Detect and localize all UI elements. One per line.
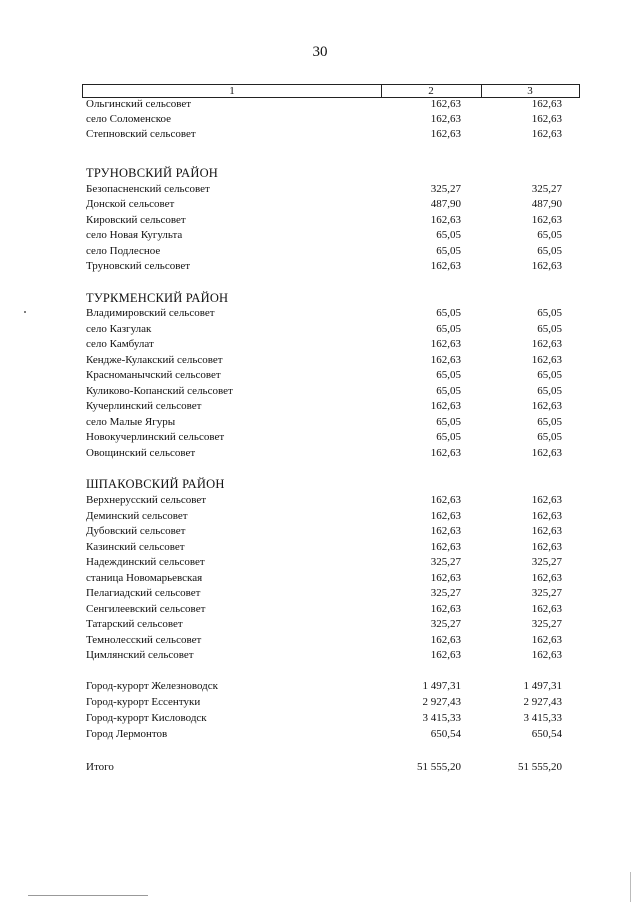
row-name: село Соломенское [86, 113, 172, 125]
row-name: Кендже-Кулакский сельсовет [86, 354, 223, 366]
row-value-col2: 65,05 [436, 431, 461, 443]
row-value-col3: 325,27 [531, 183, 562, 195]
table-row [0, 616, 640, 632]
row-value-col3: 162,63 [531, 260, 562, 272]
row-name: Цимлянский сельсовет [86, 649, 194, 661]
row-value-col2: 162,63 [430, 541, 461, 553]
table-row [0, 227, 640, 243]
row-value-col3: 487,90 [531, 198, 562, 210]
row-value-col3: 65,05 [537, 416, 562, 428]
row-value-col3: 1 497,31 [523, 680, 562, 692]
row-value-col2: 162,63 [430, 214, 461, 226]
row-value-col3: 162,63 [531, 510, 562, 522]
table-row [0, 570, 640, 586]
row-value-col2: 162,63 [430, 494, 461, 506]
row-name: село Подлесное [86, 245, 161, 257]
row-name: село Новая Кугульта [86, 229, 183, 241]
table-row [0, 367, 640, 383]
row-name: Итого [86, 761, 114, 773]
district-heading [0, 165, 640, 181]
row-value-col2: 162,63 [430, 510, 461, 522]
row-name: Город-курорт Железноводск [86, 680, 218, 692]
row-value-col3: 51 555,20 [518, 761, 562, 773]
table-row [0, 414, 640, 430]
row-value-col2: 650,54 [430, 728, 461, 740]
row-name: Надеждинский сельсовет [86, 556, 205, 568]
row-name: Донской сельсовет [86, 198, 175, 210]
row-value-col2: 65,05 [436, 369, 461, 381]
row-value-col2: 162,63 [430, 338, 461, 350]
row-value-col2: 325,27 [430, 556, 461, 568]
district-heading [0, 476, 640, 492]
table-row [0, 554, 640, 570]
row-value-col3: 65,05 [537, 229, 562, 241]
district-heading [0, 290, 640, 306]
table-row [0, 647, 640, 663]
table-row [0, 508, 640, 524]
table-row [0, 383, 640, 399]
row-value-col3: 162,63 [531, 649, 562, 661]
row-value-col2: 65,05 [436, 323, 461, 335]
row-value-col3: 162,63 [531, 128, 562, 140]
row-value-col3: 65,05 [537, 385, 562, 397]
edge-mark [630, 872, 631, 902]
row-name: Кучерлинский сельсовет [86, 400, 202, 412]
row-name: Куликово-Копанский сельсовет [86, 385, 233, 397]
row-value-col2: 325,27 [430, 183, 461, 195]
table-row [0, 601, 640, 617]
row-name: станица Новомарьевская [86, 572, 203, 584]
table-row [0, 258, 640, 274]
row-value-col2: 162,63 [430, 98, 461, 110]
row-name: Степновский сельсовет [86, 128, 196, 140]
row-name: Сенгилеевский сельсовет [86, 603, 206, 615]
table-row [0, 726, 640, 742]
table-row [0, 352, 640, 368]
table-row [0, 632, 640, 648]
row-name: село Казгулак [86, 323, 152, 335]
row-value-col2: 162,63 [430, 634, 461, 646]
row-name: Темнолесский сельсовет [86, 634, 202, 646]
row-value-col2: 162,63 [430, 649, 461, 661]
row-value-col3: 65,05 [537, 245, 562, 257]
table-row [0, 585, 640, 601]
table-row [0, 96, 640, 112]
row-name: Владимировский сельсовет [86, 307, 215, 319]
table-row [0, 398, 640, 414]
row-value-col2: 162,63 [430, 354, 461, 366]
row-value-col3: 162,63 [531, 572, 562, 584]
row-value-col3: 3 415,33 [523, 712, 562, 724]
row-value-col3: 162,63 [531, 98, 562, 110]
margin-dot [24, 311, 26, 313]
total-row [0, 759, 640, 775]
table-row [0, 492, 640, 508]
row-name: Дубовский сельсовет [86, 525, 186, 537]
row-value-col3: 162,63 [531, 447, 562, 459]
row-value-col3: 162,63 [531, 541, 562, 553]
row-name: Овощинский сельсовет [86, 447, 196, 459]
row-value-col2: 162,63 [430, 603, 461, 615]
header-col-3: 3 [527, 85, 533, 97]
row-name: Казинский сельсовет [86, 541, 185, 553]
row-value-col2: 162,63 [430, 447, 461, 459]
row-name: Татарский сельсовет [86, 618, 183, 630]
row-value-col2: 65,05 [436, 385, 461, 397]
row-value-col3: 162,63 [531, 494, 562, 506]
row-name: Новокучерлинский сельсовет [86, 431, 225, 443]
row-name: Деминский сельсовет [86, 510, 188, 522]
row-value-col3: 162,63 [531, 525, 562, 537]
row-value-col3: 65,05 [537, 369, 562, 381]
row-name: Верхнерусский сельсовет [86, 494, 207, 506]
table-row [0, 539, 640, 555]
table-row [0, 710, 640, 726]
row-name: Красноманычский сельсовет [86, 369, 221, 381]
row-value-col3: 325,27 [531, 556, 562, 568]
table-row [0, 429, 640, 445]
row-value-col2: 162,63 [430, 525, 461, 537]
table-row [0, 126, 640, 142]
row-value-col3: 162,63 [531, 400, 562, 412]
table-row [0, 305, 640, 321]
row-value-col3: 650,54 [531, 728, 562, 740]
row-value-col3: 325,27 [531, 587, 562, 599]
row-value-col3: 162,63 [531, 338, 562, 350]
table-row [0, 196, 640, 212]
district-name: ТРУНОВСКИЙ РАЙОН [86, 166, 219, 180]
row-name: Труновский сельсовет [86, 260, 191, 272]
row-value-col2: 51 555,20 [417, 761, 461, 773]
table-row [0, 336, 640, 352]
row-value-col3: 162,63 [531, 634, 562, 646]
row-value-col2: 487,90 [430, 198, 461, 210]
row-value-col3: 162,63 [531, 603, 562, 615]
row-value-col2: 65,05 [436, 245, 461, 257]
row-name: Город-курорт Ессентуки [86, 696, 201, 708]
row-name: село Камбулат [86, 338, 154, 350]
table-row [0, 243, 640, 259]
row-name: село Малые Ягуры [86, 416, 176, 428]
row-value-col2: 162,63 [430, 400, 461, 412]
row-value-col2: 65,05 [436, 416, 461, 428]
table-row [0, 212, 640, 228]
row-name: Ольгинский сельсовет [86, 98, 192, 110]
row-value-col3: 325,27 [531, 618, 562, 630]
table-row [0, 694, 640, 710]
header-col-1: 1 [83, 85, 382, 97]
row-name: Пелагиадский сельсовет [86, 587, 201, 599]
row-value-col2: 162,63 [430, 113, 461, 125]
row-value-col2: 162,63 [430, 260, 461, 272]
row-value-col2: 65,05 [436, 229, 461, 241]
row-value-col3: 2 927,43 [523, 696, 562, 708]
table-row [0, 678, 640, 694]
row-value-col3: 162,63 [531, 113, 562, 125]
row-value-col2: 2 927,43 [422, 696, 461, 708]
page-number: 30 [312, 44, 328, 60]
row-value-col2: 162,63 [430, 128, 461, 140]
row-name: Город-курорт Кисловодск [86, 712, 207, 724]
header-col-2: 2 [381, 85, 482, 97]
table-row [0, 181, 640, 197]
table-row [0, 523, 640, 539]
district-name: ТУРКМЕНСКИЙ РАЙОН [86, 291, 229, 305]
table-row [0, 111, 640, 127]
row-name: Город Лермонтов [86, 728, 168, 740]
row-value-col2: 162,63 [430, 572, 461, 584]
row-value-col2: 3 415,33 [422, 712, 461, 724]
row-value-col3: 162,63 [531, 214, 562, 226]
table-row [0, 445, 640, 461]
bottom-rule [28, 895, 148, 896]
row-value-col3: 65,05 [537, 323, 562, 335]
row-value-col3: 65,05 [537, 431, 562, 443]
row-value-col3: 162,63 [531, 354, 562, 366]
district-name: ШПАКОВСКИЙ РАЙОН [86, 477, 225, 491]
row-value-col2: 325,27 [430, 618, 461, 630]
row-name: Кировский сельсовет [86, 214, 186, 226]
table-row [0, 321, 640, 337]
row-name: Безопасненский сельсовет [86, 183, 210, 195]
row-value-col3: 65,05 [537, 307, 562, 319]
row-value-col2: 325,27 [430, 587, 461, 599]
row-value-col2: 65,05 [436, 307, 461, 319]
row-value-col2: 1 497,31 [422, 680, 461, 692]
